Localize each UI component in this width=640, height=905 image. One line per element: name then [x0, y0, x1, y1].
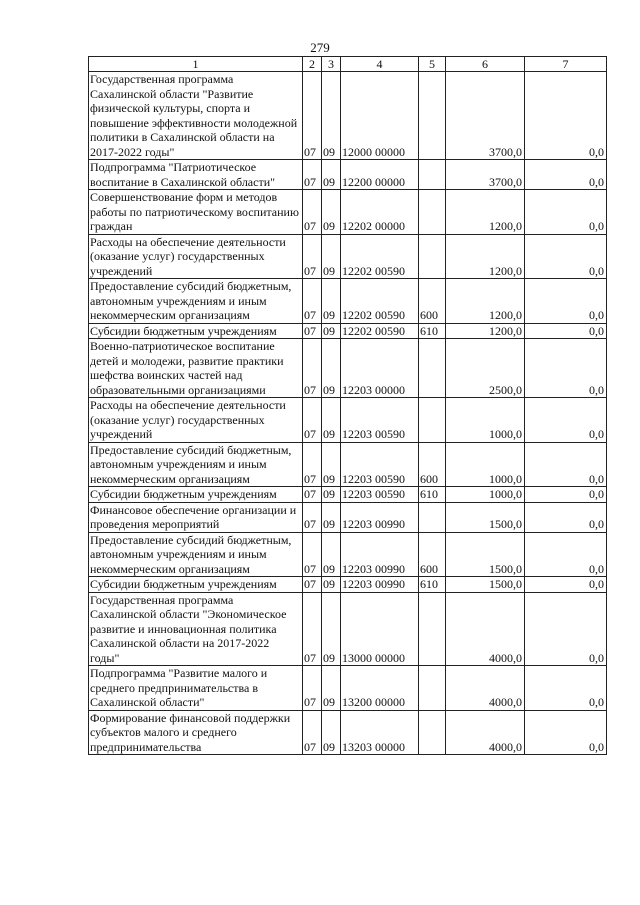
row-name: Субсидии бюджетным учреждениям — [89, 487, 303, 503]
row-subsection: 09 — [322, 323, 341, 339]
row-name: Субсидии бюджетным учреждениям — [89, 577, 303, 593]
page-number: 279 — [310, 40, 330, 55]
row-expense-type — [419, 502, 446, 532]
row-amount: 2500,0 — [446, 339, 525, 398]
row-target-article: 12203 00590 — [341, 398, 419, 443]
header-col-5: 5 — [419, 57, 446, 72]
row-amount: 1500,0 — [446, 577, 525, 593]
row-amount-2: 0,0 — [525, 532, 607, 577]
table-row — [89, 710, 607, 755]
row-target-article: 13203 00000 — [341, 710, 419, 755]
row-section: 07 — [303, 666, 322, 711]
row-expense-type — [419, 72, 446, 160]
row-target-article: 12202 00590 — [341, 279, 419, 324]
row-subsection: 09 — [322, 279, 341, 324]
row-expense-type — [419, 666, 446, 711]
row-amount: 4000,0 — [446, 710, 525, 755]
row-expense-type: 610 — [419, 487, 446, 503]
row-subsection: 09 — [322, 710, 341, 755]
table-body — [89, 72, 607, 755]
row-amount: 4000,0 — [446, 592, 525, 666]
table-row — [89, 532, 607, 577]
row-section: 07 — [303, 160, 322, 190]
row-section: 07 — [303, 577, 322, 593]
header-row — [89, 57, 607, 72]
row-name: Субсидии бюджетным учреждениям — [89, 323, 303, 339]
row-section: 07 — [303, 190, 322, 235]
row-amount: 3700,0 — [446, 160, 525, 190]
row-target-article: 12203 00000 — [341, 339, 419, 398]
header-col-6: 6 — [446, 57, 525, 72]
row-name: Расходы на обеспечение деятельности (оказание услуг) государственных учреждений — [89, 234, 303, 279]
row-target-article: 12202 00590 — [341, 234, 419, 279]
row-name: Предоставление субсидий бюджетным, автономным учреждениям и иным некоммерческим организациям — [89, 442, 303, 487]
row-target-article: 12203 00990 — [341, 577, 419, 593]
row-amount-2: 0,0 — [525, 487, 607, 503]
row-subsection: 09 — [322, 339, 341, 398]
row-subsection: 09 — [322, 72, 341, 160]
row-target-article: 12203 00990 — [341, 502, 419, 532]
row-subsection: 09 — [322, 190, 341, 235]
row-name: Предоставление субсидий бюджетным, автономным учреждениям и иным некоммерческим организациям — [89, 532, 303, 577]
row-name: Формирование финансовой поддержки субъектов малого и среднего предпринимательства — [89, 710, 303, 755]
row-target-article: 12203 00990 — [341, 532, 419, 577]
row-expense-type: 600 — [419, 442, 446, 487]
row-section: 07 — [303, 487, 322, 503]
row-expense-type — [419, 398, 446, 443]
header-col-4: 4 — [341, 57, 419, 72]
row-amount-2: 0,0 — [525, 502, 607, 532]
header-col-3: 3 — [322, 57, 341, 72]
row-amount-2: 0,0 — [525, 666, 607, 711]
table-row — [89, 502, 607, 532]
table-row — [89, 279, 607, 324]
table-row — [89, 487, 607, 503]
row-section: 07 — [303, 72, 322, 160]
row-expense-type — [419, 190, 446, 235]
row-section: 07 — [303, 710, 322, 755]
row-subsection: 09 — [322, 502, 341, 532]
row-target-article: 13200 00000 — [341, 666, 419, 711]
row-amount-2: 0,0 — [525, 190, 607, 235]
table-row — [89, 577, 607, 593]
row-expense-type — [419, 234, 446, 279]
row-section: 07 — [303, 592, 322, 666]
row-target-article: 12200 00000 — [341, 160, 419, 190]
table-row — [89, 442, 607, 487]
table-row — [89, 190, 607, 235]
row-amount-2: 0,0 — [525, 710, 607, 755]
header-col-1: 1 — [89, 57, 303, 72]
row-expense-type — [419, 592, 446, 666]
row-amount: 1000,0 — [446, 398, 525, 443]
row-section: 07 — [303, 323, 322, 339]
row-subsection: 09 — [322, 577, 341, 593]
row-amount: 1200,0 — [446, 279, 525, 324]
row-amount: 3700,0 — [446, 72, 525, 160]
row-amount: 1500,0 — [446, 502, 525, 532]
row-section: 07 — [303, 398, 322, 443]
table-row — [89, 339, 607, 398]
row-section: 07 — [303, 279, 322, 324]
row-subsection: 09 — [322, 160, 341, 190]
row-amount-2: 0,0 — [525, 279, 607, 324]
row-amount: 4000,0 — [446, 666, 525, 711]
row-amount-2: 0,0 — [525, 234, 607, 279]
row-amount-2: 0,0 — [525, 323, 607, 339]
row-amount: 1200,0 — [446, 323, 525, 339]
row-name: Совершенствование форм и методов работы по патриотическому воспитанию граждан — [89, 190, 303, 235]
row-subsection: 09 — [322, 666, 341, 711]
row-amount: 1000,0 — [446, 487, 525, 503]
row-amount-2: 0,0 — [525, 592, 607, 666]
table-row — [89, 398, 607, 443]
row-expense-type — [419, 160, 446, 190]
table-row — [89, 160, 607, 190]
row-expense-type — [419, 339, 446, 398]
row-amount: 1200,0 — [446, 234, 525, 279]
row-name: Подпрограмма "Развитие малого и среднего предпринимательства в Сахалинской области" — [89, 666, 303, 711]
row-target-article: 12000 00000 — [341, 72, 419, 160]
row-subsection: 09 — [322, 398, 341, 443]
row-amount-2: 0,0 — [525, 442, 607, 487]
row-section: 07 — [303, 339, 322, 398]
row-section: 07 — [303, 532, 322, 577]
row-target-article: 12202 00000 — [341, 190, 419, 235]
row-name: Подпрограмма "Патриотическое воспитание в Сахалинской области" — [89, 160, 303, 190]
row-amount: 1200,0 — [446, 190, 525, 235]
table-row — [89, 323, 607, 339]
row-amount-2: 0,0 — [525, 339, 607, 398]
row-name: Расходы на обеспечение деятельности (оказание услуг) государственных учреждений — [89, 398, 303, 443]
row-amount-2: 0,0 — [525, 398, 607, 443]
row-subsection: 09 — [322, 592, 341, 666]
row-expense-type: 600 — [419, 532, 446, 577]
budget-table — [88, 56, 607, 755]
row-subsection: 09 — [322, 487, 341, 503]
header-col-2: 2 — [303, 57, 322, 72]
row-section: 07 — [303, 234, 322, 279]
row-expense-type: 610 — [419, 323, 446, 339]
table-row — [89, 72, 607, 160]
row-target-article: 12202 00590 — [341, 323, 419, 339]
row-name: Государственная программа Сахалинской области "Развитие физической культуры, спорта и повышение эффективности молодежной политики в Сахалинской области на 2017-2022 годы" — [89, 72, 303, 160]
row-amount-2: 0,0 — [525, 72, 607, 160]
row-subsection: 09 — [322, 532, 341, 577]
row-amount: 1500,0 — [446, 532, 525, 577]
row-subsection: 09 — [322, 442, 341, 487]
row-amount-2: 0,0 — [525, 577, 607, 593]
row-name: Военно-патриотическое воспитание детей и молодежи, развитие практики шефства воинских частей над образовательными организациями — [89, 339, 303, 398]
row-target-article: 12203 00590 — [341, 487, 419, 503]
row-subsection: 09 — [322, 234, 341, 279]
table-row — [89, 666, 607, 711]
row-amount-2: 0,0 — [525, 160, 607, 190]
row-amount: 1000,0 — [446, 442, 525, 487]
row-section: 07 — [303, 442, 322, 487]
table-row — [89, 592, 607, 666]
header-col-7: 7 — [525, 57, 607, 72]
row-section: 07 — [303, 502, 322, 532]
row-name: Государственная программа Сахалинской области "Экономическое развитие и инновационная политика Сахалинской области на 2017-2022 годы" — [89, 592, 303, 666]
row-name: Предоставление субсидий бюджетным, автономным учреждениям и иным некоммерческим организациям — [89, 279, 303, 324]
row-name: Финансовое обеспечение организации и проведения мероприятий — [89, 502, 303, 532]
row-target-article: 12203 00590 — [341, 442, 419, 487]
table-row — [89, 234, 607, 279]
row-expense-type — [419, 710, 446, 755]
row-expense-type: 600 — [419, 279, 446, 324]
row-expense-type: 610 — [419, 577, 446, 593]
row-target-article: 13000 00000 — [341, 592, 419, 666]
